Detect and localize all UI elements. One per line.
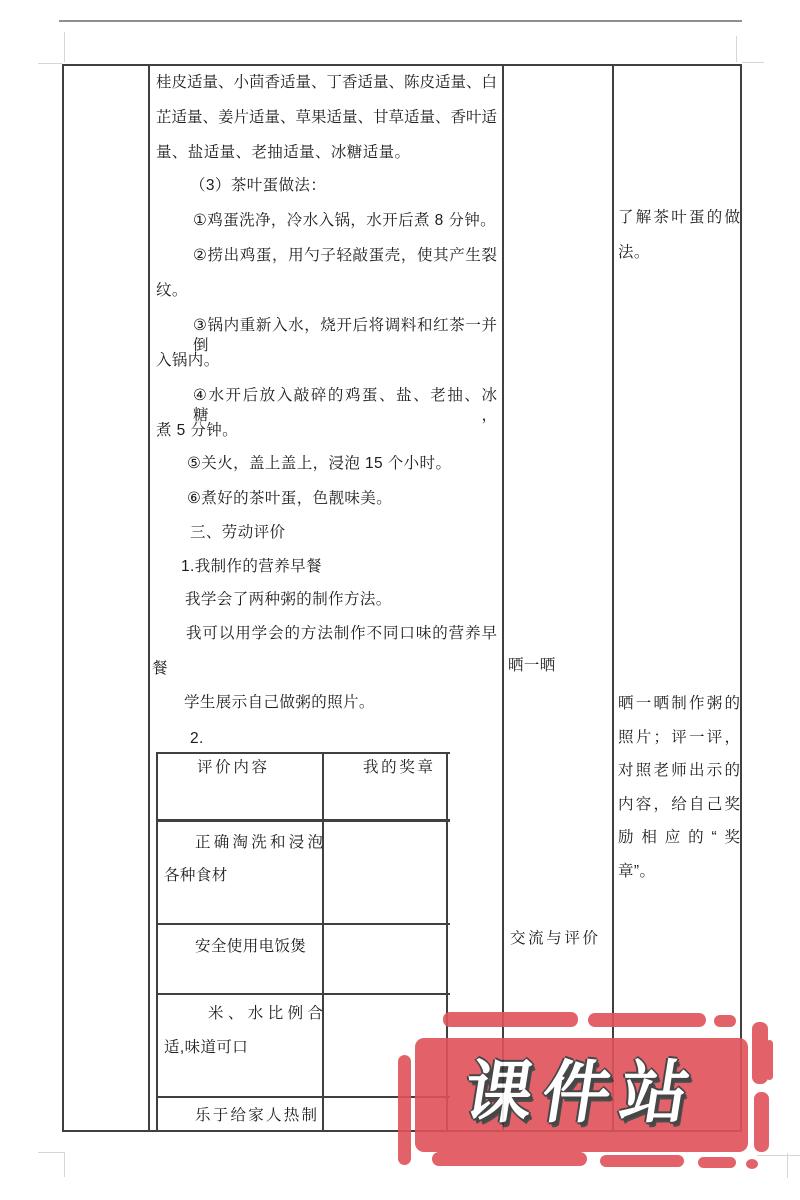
text-line: 1.我制作的营养早餐 [181,558,322,575]
eval-left-border [156,752,158,1130]
text-line: 正确淘洗和浸泡 [195,834,323,851]
margin-mark-bottom-left-v [64,1152,65,1177]
text-line: 内容，给自己奖 [618,796,740,813]
text-line: （3）茶叶蛋做法： [190,177,327,194]
text-line: ①鸡蛋洗净，冷水入锅，水开后煮 8 分钟。 [193,212,497,229]
previous-row-bottom-border [59,20,742,22]
table-top-border [62,64,742,66]
eval-row4-divider [156,1096,450,1098]
eval-right-border [446,752,448,1130]
margin-mark-bottom-right-h [757,1155,800,1156]
text-line: 我的奖章 [363,759,433,776]
margin-mark-bottom-left-h [38,1152,64,1153]
table-col2-divider [502,64,504,1132]
text-line: ④水开后放入敲碎的鸡蛋、盐、老抽、冰糖， [193,387,497,424]
stamp-frame-bottom-1 [432,1152,587,1166]
stamp-text: 课件站 [458,1055,705,1131]
text-line: ③锅内重新入水，烧开后将调料和红茶一并倒 [193,317,497,354]
text-line: ⑥煮好的茶叶蛋，色靓味美。 [187,490,393,507]
stamp-frame-top-1 [443,1012,578,1027]
text-line: 交流与评价 [510,930,598,947]
table-right-border [740,64,742,1132]
eval-col-divider [322,752,324,1130]
margin-mark-top-right-v [736,36,737,62]
text-line: 晒一晒制作粥的 [618,695,740,712]
text-line: 我学会了两种粥的制作方法。 [185,591,392,608]
table-col1-divider [148,64,150,1132]
margin-mark-top-right-h [742,62,764,63]
eval-row3-divider [156,993,450,995]
text-line: ⑤关火，盖上盖上，浸泡 15 个小时。 [187,455,452,472]
text-line: 乐于给家人热制 [195,1107,317,1124]
text-line: 照片；评一评， [618,729,740,746]
text-line: ②捞出鸡蛋，用勺子轻敲蛋壳，使其产生裂 [193,247,497,264]
margin-mark-top-left-v [64,32,65,62]
text-line: 入锅内。 [156,352,220,369]
eval-header-divider [156,819,450,822]
stamp-frame-bottom-3 [698,1157,736,1168]
table-left-border [62,64,64,1132]
text-line: 米、水比例合 [208,1005,323,1022]
text-line: 励相应的“奖 [618,829,740,846]
text-line: 纹。 [156,282,188,299]
text-line: 了解茶叶蛋的做 [618,209,740,226]
stamp-frame-right-1 [752,1022,768,1084]
stamp-frame-left [398,1055,411,1165]
text-line: 各种食材 [164,867,228,884]
text-line: 量、盐适量、老抽适量、冰糖适量。 [156,144,411,161]
stamp-frame-right-2 [754,1092,769,1152]
stamp-frame-bottom-2 [600,1155,684,1167]
text-line: 三、劳动评价 [190,524,286,541]
text-line: 晒一晒 [508,657,556,674]
text-line: 评价内容 [197,759,267,776]
stamp-frame-bottom-dot [746,1159,758,1169]
table-col3-divider [612,64,614,1132]
stamp-frame-right-3 [766,1040,773,1080]
eval-row2-divider [156,923,450,925]
text-line: 桂皮适量、小茴香适量、丁香适量、陈皮适量、白 [156,74,498,91]
text-line: 餐 [152,660,168,677]
text-line: 对照老师出示的 [618,762,740,779]
text-line: 我可以用学会的方法制作不同口味的营养早 [186,625,497,642]
text-line: 安全使用电饭煲 [195,938,307,955]
text-line: 2. [190,730,204,747]
text-line: 学生展示自己做粥的照片。 [184,694,375,711]
margin-mark-bottom-right-v [787,1153,788,1178]
text-line: 煮 5 分钟。 [156,422,239,439]
stamp-frame-top-3 [714,1015,736,1027]
eval-top-border [156,752,450,754]
margin-mark-top-left-h [38,63,62,64]
text-line: 章”。 [618,863,656,880]
table-bottom-cut-border [62,1130,742,1132]
text-line: 法。 [618,244,650,261]
text-line: 芷适量、姜片适量、草果适量、甘草适量、香叶适 [156,109,498,126]
text-line: 适,味道可口 [164,1039,249,1056]
stamp-background [415,1038,748,1152]
stamp-frame-top-2 [588,1013,706,1027]
